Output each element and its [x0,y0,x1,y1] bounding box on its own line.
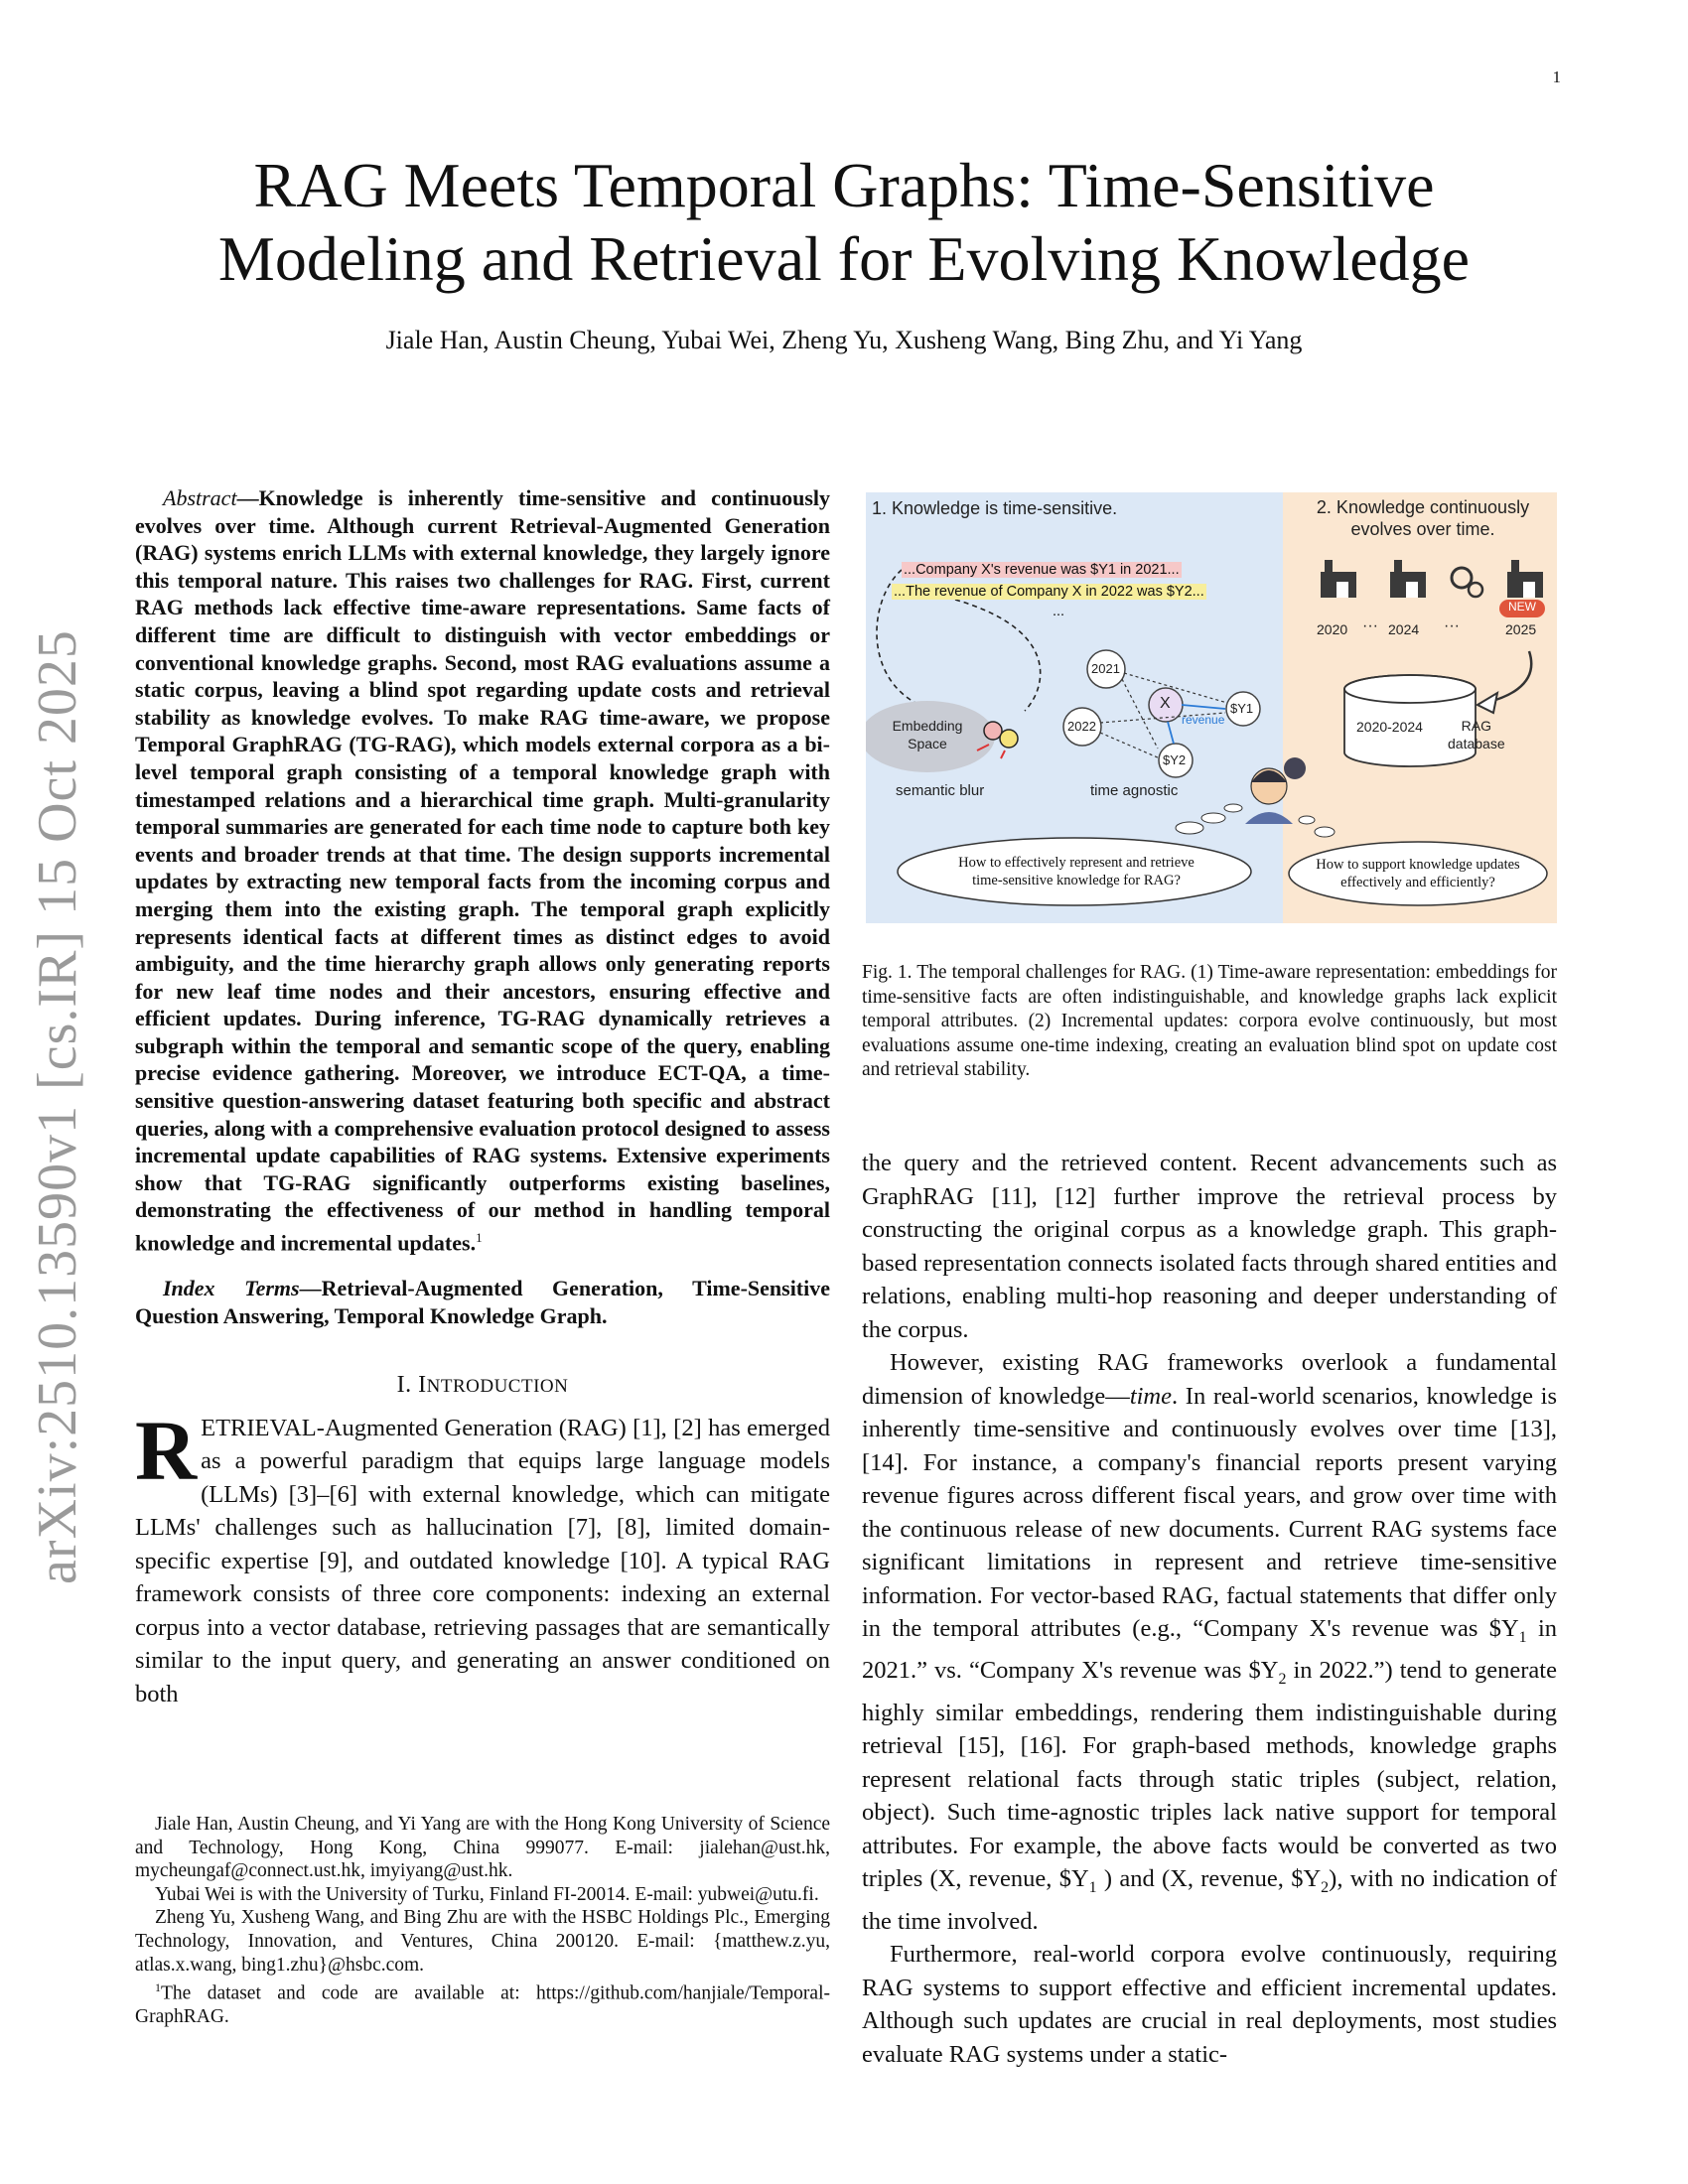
figure-heading-right [1291,496,1555,540]
p2-part-c: in 2021.” vs. “Company X's revenue was $Y [862,1615,1557,1685]
update-arrow-head [1477,693,1497,713]
thought-icon [1284,757,1306,779]
intro-paragraph [135,1402,830,1711]
index-terms [135,1275,830,1329]
figure-heading-right-1: 2. Knowledge continuously [1316,497,1530,517]
right-column [862,1147,1557,2071]
dots-1: ··· [1362,617,1378,634]
abstract-text: —Knowledge is inherently time-sensitive and continuously evolves over time. Although current Retrieval-Augmented Generation (RAG) systems enrich LLMs with external knowledge, they largely ignore this temporal nature. This raises two challenges for RAG. First, current RAG methods lack effective time-aware representations. Same facts of different time are difficult to distinguish with vector embeddings or conventional knowledge graphs. Second, most RAG evaluations assume a static corpus, leaving a blind spot regarding update costs and retrieval stability as knowledge evolves. To make RAG time-aware, we propose Temporal GraphRAG (TG-RAG), which models external corpora as a bi-level temporal graph consisting of a temporal knowledge graph with timestamped relations and a hierarchical time graph. Multi-granularity temporal summaries are generated for each time node to capture both key events and broader trends at that time. The design supports incremental updates by extracting new temporal facts from the incoming corpus and merging them into the existing graph. The temporal graph explicitly represents identical facts at different times as distinct edges to avoid ambiguity, and the time hierarchy graph allows only generating reports for new leaf time nodes and their ancestors, ensuring effective and efficient updates. During inference, TG-RAG dynamically retrieves a subgraph within the temporal and semantic scope of the query, enabling precise evidence gathering. Moreover, we introduce ECT-QA, a time-sensitive question-answering dataset featuring both specific and abstract queries, along with a comprehensive evaluation protocol designed to assess incremental update capabilities of RAG systems. Extensive experiments show that TG-RAG significantly outperforms existing baselines, demonstrating the effectiveness of our method in handling temporal knowledge and incremental updates. [135,485,830,1256]
thought-dot-3 [1176,822,1203,834]
year-2025: 2025 [1505,621,1537,637]
dots-2: ··· [1444,617,1460,634]
node-2022: 2022 [1067,719,1096,734]
edge-label-revenue: revenue [1182,713,1225,727]
thought-dot-5 [1315,827,1335,837]
index-terms-text: —Retrieval-Augmented Generation, Time-Sensitive Question Answering, Temporal Knowledge Graph. [135,1275,831,1328]
node-y2: $Y2 [1163,752,1187,767]
footnotes [135,1813,830,2029]
dropcap: R [135,1402,198,1498]
index-terms-lead: Index Terms [163,1275,300,1300]
title-line-2: Modeling and Retrieval for Evolving Knowledge [217,223,1471,294]
p2-sub-4: 2 [1321,1879,1330,1897]
abstract [135,484,830,1257]
author-list: Jiale Han, Austin Cheung, Yubai Wei, Zheng Yu, Xusheng Wang, Bing Zhu, and Yi Yang [385,326,1303,354]
thought-dot-4 [1299,816,1315,824]
factory-icon-2024 [1390,560,1426,598]
year-2024: 2024 [1388,621,1420,637]
figure-heading-right-2: evolves over time. [1350,519,1495,539]
p2-part-d: in 2022.”) tend to generate highly similar embeddings, rendering them indistinguishable during retrieval [15], [16]. For graph-based methods, knowledge graphs represent relational facts through static triples (subject, relation, object). Such time-agnostic triples lack native support for temporal attributes. For example, the above facts would be converted as two triples (X, revenue, $Y [862,1657,1557,1893]
section-rest: NTRODUCTION [426,1376,569,1398]
question-right-1: How to support knowledge updates [1316,857,1520,873]
embedding-space-label [878,717,977,752]
edge-2022-y2 [1100,733,1160,758]
p2-sub-1: 1 [1518,1628,1527,1646]
p2-sub-3: 1 [1088,1879,1097,1897]
footnote-mark: 1 [155,1980,161,1995]
paper-title [149,149,1539,296]
footnote-affiliation-3: Zheng Yu, Xusheng Wang, and Bing Zhu are with the HSBC Holdings Plc., Emerging Technology, Innovation, and Ventures, China 200120. E-mail: {matthew.z.yu, atlas.x.wang, bing1.zhu}@hsbc.com. [135,1907,830,1976]
thought-dot-2 [1201,813,1225,823]
footnote-affiliation-1: Jiale Han, Austin Cheung, and Yi Yang are with the Hong Kong University of Science and Technology, Hong Kong, China 999077. E-mail: jialehan@ust.hk, mycheungaf@connect.ust.hk, imyiyang@ust.hk. [135,1814,830,1882]
factory-icon-2025 [1507,560,1543,598]
person-hair [1251,770,1287,782]
dashed-arrow-right [955,600,1041,711]
blur-arrow-2 [1001,751,1005,758]
new-badge: NEW [1508,600,1536,614]
figure-heading-left: 1. Knowledge is time-sensitive. [872,498,1118,518]
db-label-2: database [1448,736,1505,751]
title-line-1: RAG Meets Temporal Graphs: Time-Sensitive [253,150,1435,220]
intro-text: ETRIEVAL-Augmented Generation (RAG) [1], [2] has emerged as a powerful paradigm that equips large language models (LLMs) [3]–[6] with external knowledge, which can mitigate LLMs' challenges such as hallucination [7], [8], limited domain-specific expertise [9], and outdated knowledge [10]. A typical RAG framework consists of three core components: indexing an external corpus into a vector database, retrieving passages that are semantically similar to the input query, and generating an answer conditioned on both [135,1414,830,1707]
node-x: X [1160,695,1171,712]
figure-1-caption: Fig. 1. The temporal challenges for RAG. (1) Time-aware representation: embeddings for time-sensitive facts are often indistinguishable, and knowledge graphs lack explicit temporal attributes. (2) Incremental updates: corpora evolve continuously, but most evaluations assume one-time indexing, creating an evaluation blind spot on update cost and retrieval stability. [862,962,1557,1080]
section-first-letter: I [418,1372,427,1399]
edge-x-y1 [1182,705,1225,709]
right-paragraph-3: Furthermore, real-world corpora evolve continuously, requiring RAG systems to support effective and efficient incremental updates. Although such updates are crucial in real deployments, most studies evaluate RAG systems under a static- [862,1941,1557,2068]
footnote-dataset [135,1977,830,2029]
footnote-dataset-text: The dataset and code are available at: https://github.com/hanjiale/Temporal-GraphRAG. [135,1982,830,2028]
section-heading-introduction [135,1369,830,1404]
embedding-label-1: Embedding [892,718,963,734]
figure-1 [866,492,1557,923]
db-label [1448,717,1505,752]
fact-sentence-2022: ...The revenue of Company X in 2022 was $Y2... [894,584,1204,600]
db-label-1: RAG [1461,718,1491,734]
embedding-point-red [984,722,1002,740]
edge-x-y2 [1168,722,1174,744]
footnote-affiliation-2: Yubai Wei is with the University of Turku, Finland FI-20014. E-mail: yubwei@utu.fi. [155,1883,819,1905]
section-numeral: I. [396,1372,412,1399]
question-left-1: How to effectively represent and retrieve [958,855,1195,871]
arxiv-stamp: arXiv:2510.13590v1 [cs.IR] 15 Oct 2025 [27,629,88,1584]
p2-part-e: ) and (X, revenue, $Y [1096,1865,1322,1893]
question-left [917,854,1235,889]
abstract-footnote-mark: 1 [476,1230,483,1246]
node-y1: $Y1 [1230,701,1254,716]
embedding-point-yellow [1000,730,1018,748]
thought-dot-1 [1224,804,1242,812]
embedding-label-2: Space [908,736,947,751]
node-2021: 2021 [1091,661,1120,676]
p2-emphasis: time [1129,1382,1172,1410]
semantic-blur-label: semantic blur [896,782,985,799]
right-paragraph-1: the query and the retrieved content. Recent advancements such as GraphRAG [11], [12] further improve the retrieval process by constructing the original corpus as a knowledge graph. This graph-based representation connects isolated facts through shared entities and relations, enabling multi-hop reasoning and deeper understanding of the corpus. [862,1150,1557,1343]
time-agnostic-label: time agnostic [1090,782,1179,799]
right-paragraph-2 [862,1346,1557,1938]
factory-icon-2020 [1321,560,1356,598]
p2-part-b: . In real-world scenarios, knowledge is inherently time-sensitive and continuously evolves over time [13], [14]. For instance, a company's financial reports present varying revenue figures across different fiscal years, and grow over time with the continuous release of new documents. Current RAG systems face significant limitations in represent and retrieve time-sensitive information. For vector-based RAG, factual statements that differ only in the temporal attributes (e.g., “Company X's revenue was $Y [862,1382,1557,1642]
question-left-2: time-sensitive knowledge for RAG? [972,873,1181,888]
p2-part-f: ), with no indication of the time involved. [862,1865,1557,1935]
gears-icon [1452,568,1482,597]
fact-sentence-2021: ...Company X's revenue was $Y1 in 2021... [904,562,1180,578]
p2-sub-2: 2 [1278,1671,1287,1689]
page-number: 1 [1552,68,1561,86]
person-body [1245,812,1293,824]
question-right [1293,856,1543,891]
fact-ellipsis: ... [1053,604,1065,619]
abstract-lead: Abstract [163,485,237,510]
left-column [135,484,830,1710]
p2-part-a: However, existing RAG frameworks overlook a fundamental dimension of knowledge— [862,1349,1557,1410]
year-2020: 2020 [1317,621,1348,637]
question-right-2: effectively and efficiently? [1340,875,1495,890]
db-range: 2020-2024 [1356,719,1423,735]
